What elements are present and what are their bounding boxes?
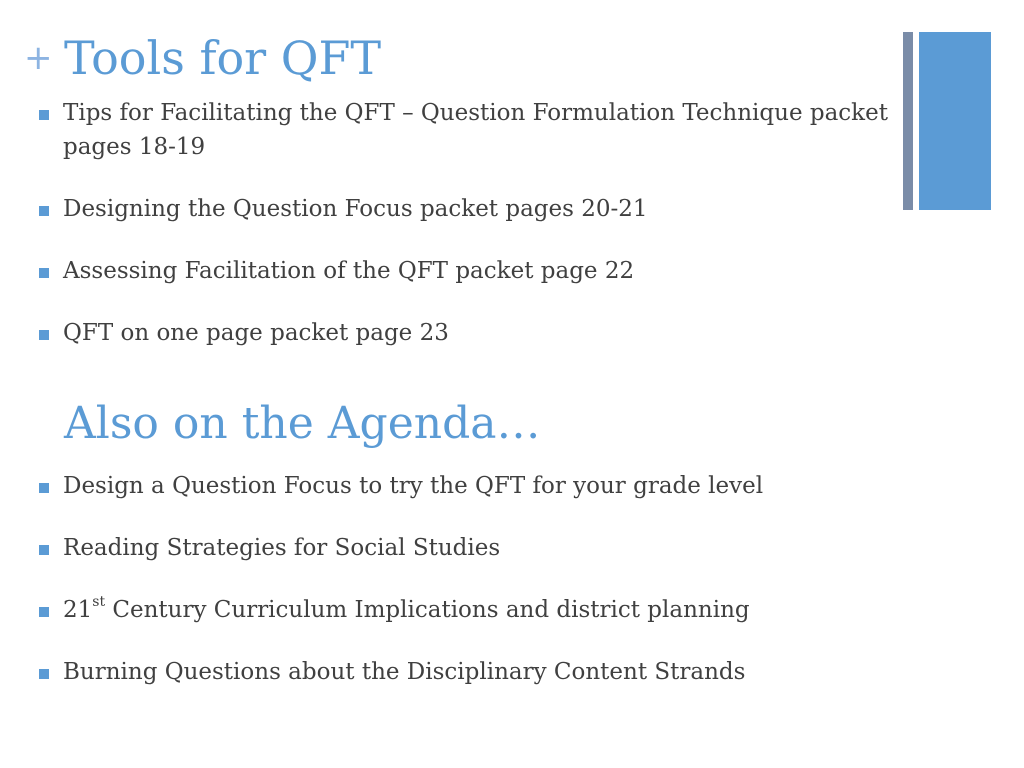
- plus-icon: +: [24, 38, 53, 78]
- bullet-item: [38, 655, 888, 689]
- bullet-item: [38, 254, 888, 288]
- bullet-item: [38, 96, 888, 164]
- bullet-text: Assessing Facilitation of the QFT packet page 22: [63, 258, 635, 284]
- slide-title: Tools for QFT: [64, 31, 382, 85]
- agenda-heading: Also on the Agenda…: [64, 398, 541, 449]
- bullet-item: [38, 469, 888, 503]
- square-bullet-icon: [39, 483, 49, 493]
- square-bullet-icon: [39, 330, 49, 340]
- square-bullet-icon: [39, 545, 49, 555]
- decorative-bar-thick: [919, 32, 991, 210]
- square-bullet-icon: [39, 607, 49, 617]
- tools-bullet-list: [38, 96, 888, 378]
- bullet-text: Designing the Question Focus packet pages 20-21: [63, 196, 648, 222]
- bullet-text: Burning Questions about the Disciplinary Content Strands: [63, 659, 746, 685]
- square-bullet-icon: [39, 206, 49, 216]
- square-bullet-icon: [39, 268, 49, 278]
- bullet-text-rest: Century Curriculum Implications and district planning: [105, 597, 750, 623]
- decorative-bar-thin: [903, 32, 913, 210]
- bullet-item: [38, 316, 888, 350]
- ordinal-superscript: st: [92, 594, 106, 611]
- bullet-item: [38, 531, 888, 565]
- bullet-item: [38, 192, 888, 226]
- bullet-text: Design a Question Focus to try the QFT for your grade level: [63, 473, 764, 499]
- bullet-text: Tips for Facilitating the QFT – Question Formulation Technique packet pages 18-19: [63, 100, 888, 160]
- agenda-bullet-list: [38, 469, 888, 717]
- bullet-text: QFT on one page packet page 23: [63, 320, 449, 346]
- bullet-text: Reading Strategies for Social Studies: [63, 535, 501, 561]
- square-bullet-icon: [39, 110, 49, 120]
- bullet-item: [38, 593, 888, 627]
- bullet-text-prefix: 21: [63, 597, 93, 623]
- square-bullet-icon: [39, 669, 49, 679]
